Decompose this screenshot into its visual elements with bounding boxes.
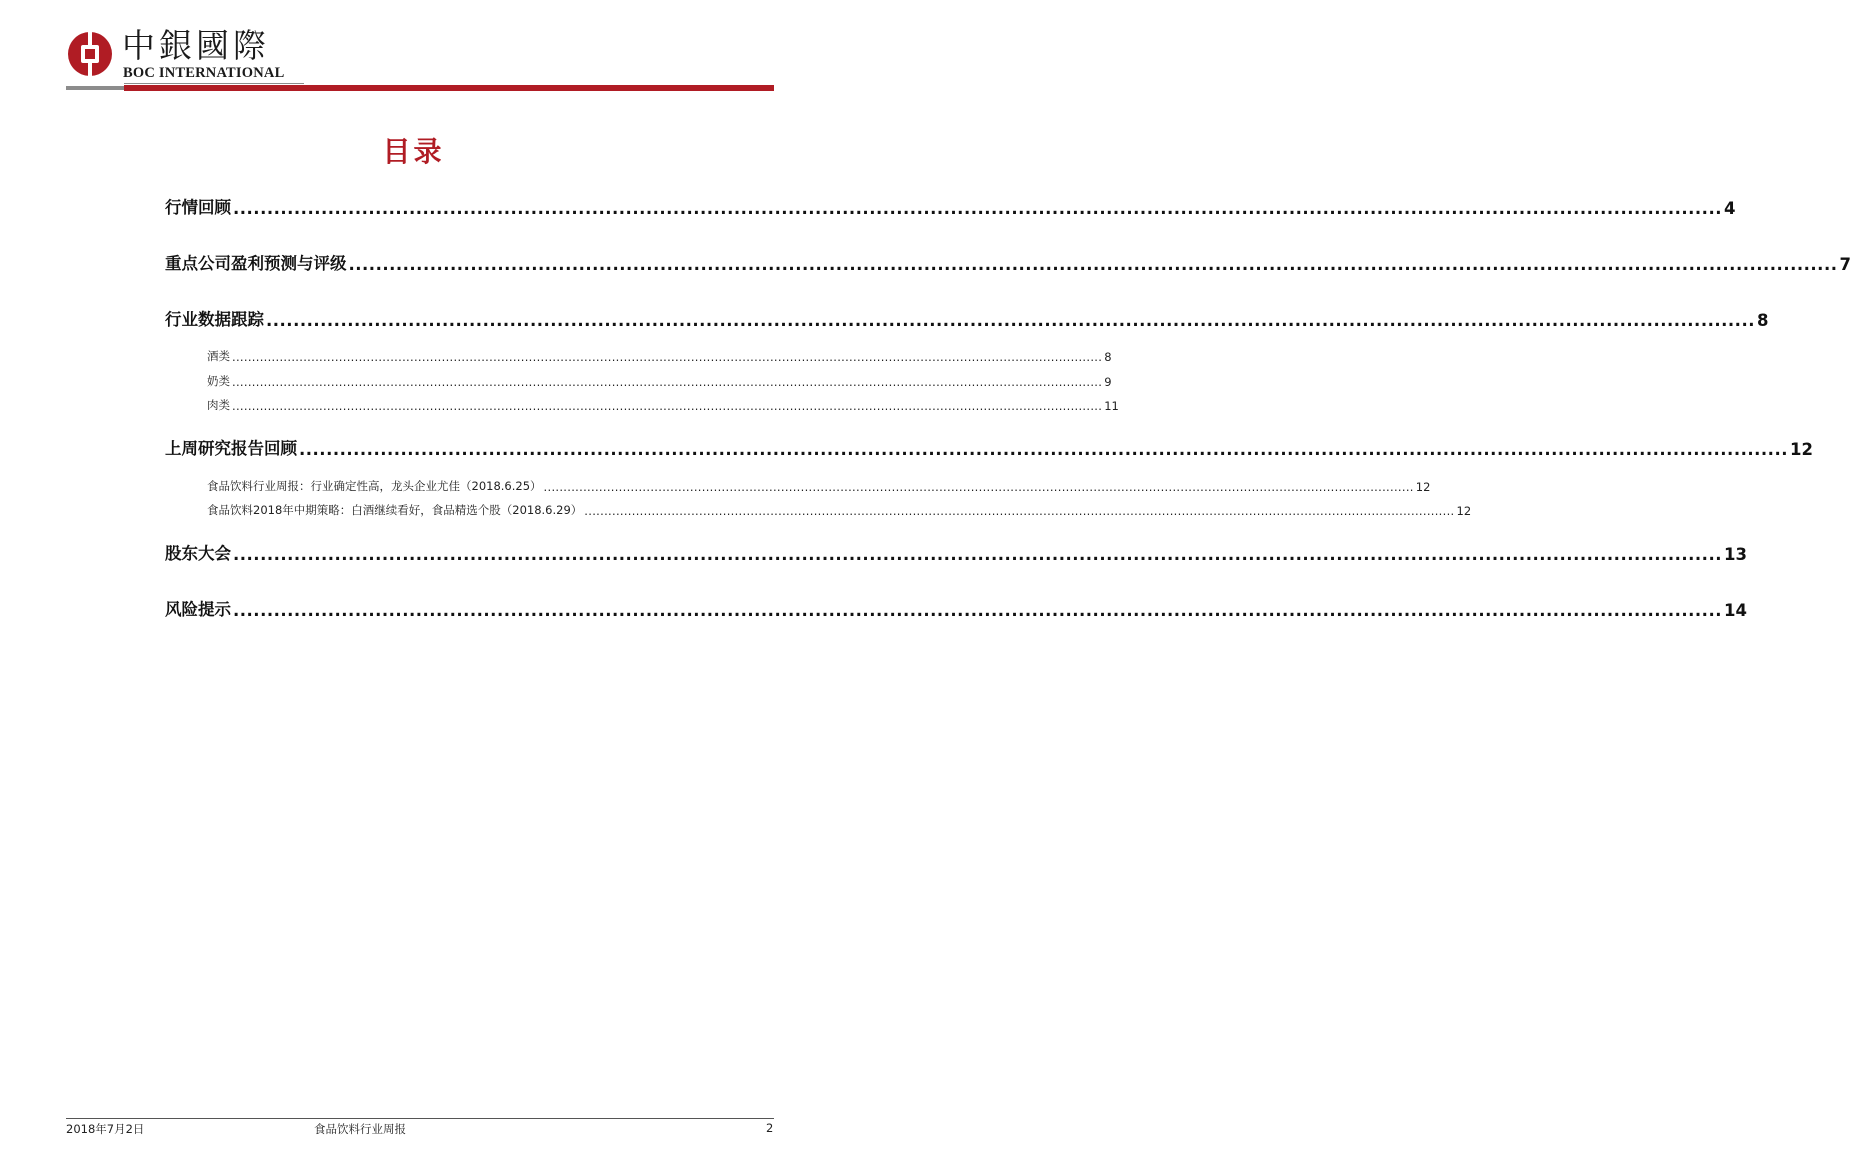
toc-subentry-page: 12 — [1415, 480, 1431, 494]
toc-leader-dots: ............................................................................................................................................................................................................................ — [543, 480, 1414, 494]
footer-rule — [66, 1118, 774, 1119]
header-gray-rule — [66, 86, 124, 90]
toc-subentry-page: 11 — [1104, 399, 1119, 413]
toc-leader-dots: ............................................................................................................................................................................................................................ — [299, 440, 1788, 459]
toc-entry-page: 7 — [1839, 255, 1851, 274]
toc-subentry-label: 肉类 — [207, 398, 230, 412]
toc-leader-dots: ............................................................................................................................................................................................................................ — [232, 399, 1103, 413]
toc-entry-page: 4 — [1723, 199, 1736, 218]
toc-entry-label: 上周研究报告回顾 — [165, 439, 297, 458]
logo-english-name: BOC INTERNATIONAL — [123, 65, 285, 81]
toc-entry-label: 风险提示 — [165, 600, 231, 619]
page-header — [66, 28, 774, 92]
toc-subentry-label: 酒类 — [207, 349, 230, 363]
toc-entry[interactable] — [165, 542, 1747, 564]
toc-entry-page: 8 — [1756, 311, 1769, 330]
footer-date: 2018年7月2日 — [66, 1122, 145, 1136]
logo-chinese-name: 中銀國際 — [122, 26, 270, 65]
toc-entry-label: 行业数据跟踪 — [165, 310, 264, 329]
toc-entry-label: 行情回顾 — [165, 198, 231, 217]
toc-entry[interactable] — [165, 308, 1769, 330]
toc-subentry-label: 奶类 — [207, 374, 230, 388]
toc-entry[interactable] — [165, 252, 1851, 274]
toc-subentry[interactable] — [207, 397, 1119, 413]
toc-entry[interactable] — [165, 437, 1813, 459]
toc-leader-dots: ............................................................................................................................................................................................................................ — [232, 350, 1103, 364]
toc-subentry-page: 12 — [1456, 504, 1472, 518]
footer-report-title: 食品饮料行业周报 — [314, 1122, 406, 1136]
toc-subentry-label: 食品饮料行业周报：行业确定性高，龙头企业尤佳（2018.6.25） — [207, 479, 542, 493]
footer-page-number: 2 — [766, 1121, 774, 1135]
header-thin-rule — [124, 83, 304, 84]
toc-entry-page: 14 — [1723, 601, 1747, 620]
toc-leader-dots: ............................................................................................................................................................................................................................ — [232, 375, 1103, 389]
toc-subentry[interactable] — [207, 502, 1472, 518]
toc-subentry-page: 9 — [1104, 375, 1112, 389]
toc-leader-dots: ............................................................................................................................................................................................................................ — [266, 311, 1755, 330]
toc-leader-dots: ............................................................................................................................................................................................................................ — [233, 601, 1722, 620]
toc-leader-dots: ............................................................................................................................................................................................................................ — [348, 255, 1838, 274]
header-red-rule — [124, 85, 774, 91]
toc-entry-label: 股东大会 — [165, 544, 231, 563]
toc-leader-dots: ............................................................................................................................................................................................................................ — [584, 504, 1455, 518]
toc-title: 目录 — [382, 135, 445, 168]
toc-subentry-page: 8 — [1104, 350, 1112, 364]
toc-leader-dots: ............................................................................................................................................................................................................................ — [233, 545, 1722, 564]
toc-entry[interactable] — [165, 196, 1736, 218]
toc-subentry[interactable] — [207, 348, 1112, 364]
toc-entry-page: 12 — [1789, 440, 1813, 459]
boc-logo-icon — [66, 30, 114, 78]
toc-entry-page: 13 — [1723, 545, 1747, 564]
toc-subentry-label: 食品饮料2018年中期策略：白酒继续看好，食品精选个股（2018.6.29） — [207, 503, 583, 517]
toc-subentry[interactable] — [207, 478, 1431, 494]
toc-leader-dots: ............................................................................................................................................................................................................................ — [233, 199, 1722, 218]
toc-entry-label: 重点公司盈利预测与评级 — [165, 254, 347, 273]
toc-entry[interactable] — [165, 598, 1747, 620]
toc-subentry[interactable] — [207, 373, 1112, 389]
